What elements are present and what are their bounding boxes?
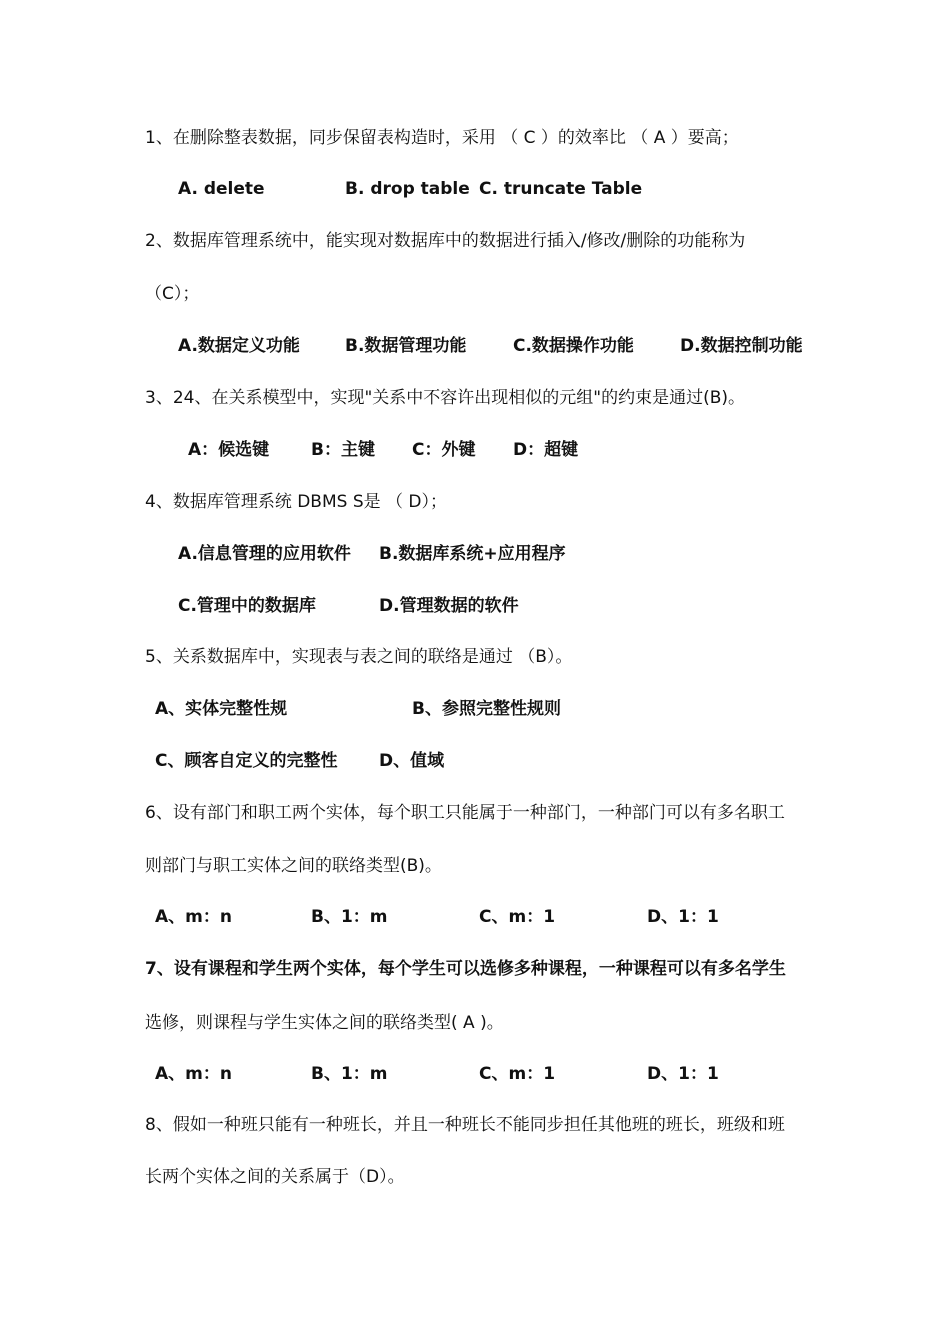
q7-option-d: D、1：1 [647, 1064, 719, 1084]
q6-option-b: B、1：m [311, 907, 388, 927]
question-7-text: 7、设有课程和学生两个实体，每个学生可以选修多种课程，一种课程可以有多名学生 [145, 959, 786, 979]
q1-option-b: B. drop table [345, 179, 470, 199]
q2-option-b: B.数据管理功能 [345, 336, 467, 356]
q2-option-a: A.数据定义功能 [178, 336, 300, 356]
q5-option-d: D、值域 [379, 751, 445, 771]
question-5-text: 5、关系数据库中，实现表与表之间的联络是通过 （B）。 [145, 647, 573, 667]
question-6-text-cont: 则部门与职工实体之间的联络类型(B)。 [145, 856, 442, 876]
q2-option-d: D.数据控制功能 [680, 336, 803, 356]
q1-option-c: C. truncate Table [479, 179, 643, 199]
question-4-text: 4、数据库管理系统 DBMS S是 （ D）； [145, 492, 448, 512]
q4-option-b: B.数据库系统+应用程序 [379, 544, 566, 564]
q4-option-c: C.管理中的数据库 [178, 596, 316, 616]
question-2-text-cont: （C）； [145, 284, 200, 304]
q1-option-a: A. delete [178, 179, 265, 199]
question-6-text: 6、设有部门和职工两个实体，每个职工只能属于一种部门，一种部门可以有多名职工 [145, 803, 785, 823]
q6-option-c: C、m：1 [479, 907, 556, 927]
question-8-text: 8、假如一种班只能有一种班长，并且一种班长不能同步担任其他班的班长，班级和班 [145, 1115, 785, 1135]
q5-option-b: B、参照完整性规则 [412, 699, 561, 719]
q6-option-a: A、m：n [155, 907, 232, 927]
q5-option-c: C、顾客自定义的完整性 [155, 751, 338, 771]
q4-option-d: D.管理数据的软件 [379, 596, 519, 616]
question-3-text: 3、24、在关系模型中，实现"关系中不容许出现相似的元组"的约束是通过(B)。 [145, 388, 746, 408]
q3-option-a: A：候选键 [188, 440, 270, 460]
q7-option-a: A、m：n [155, 1064, 232, 1084]
q7-option-b: B、1：m [311, 1064, 388, 1084]
q3-option-c: C：外键 [412, 440, 476, 460]
q2-option-c: C.数据操作功能 [513, 336, 634, 356]
q7-option-c: C、m：1 [479, 1064, 556, 1084]
q4-option-a: A.信息管理的应用软件 [178, 544, 351, 564]
q3-option-b: B：主键 [311, 440, 375, 460]
q6-option-d: D、1：1 [647, 907, 719, 927]
q5-option-a: A、实体完整性规 [155, 699, 288, 719]
question-8-text-cont: 长两个实体之间的关系属于（D）。 [145, 1167, 405, 1187]
q3-option-d: D：超键 [513, 440, 579, 460]
question-2-text: 2、数据库管理系统中，能实现对数据库中的数据进行插入/修改/删除的功能称为 [145, 231, 746, 251]
question-1-text: 1、在删除整表数据，同步保留表构造时，采用 （ C ）的效率比 （ A ）要高； [145, 128, 739, 148]
question-7-text-cont: 选修，则课程与学生实体之间的联络类型( A )。 [145, 1013, 504, 1033]
